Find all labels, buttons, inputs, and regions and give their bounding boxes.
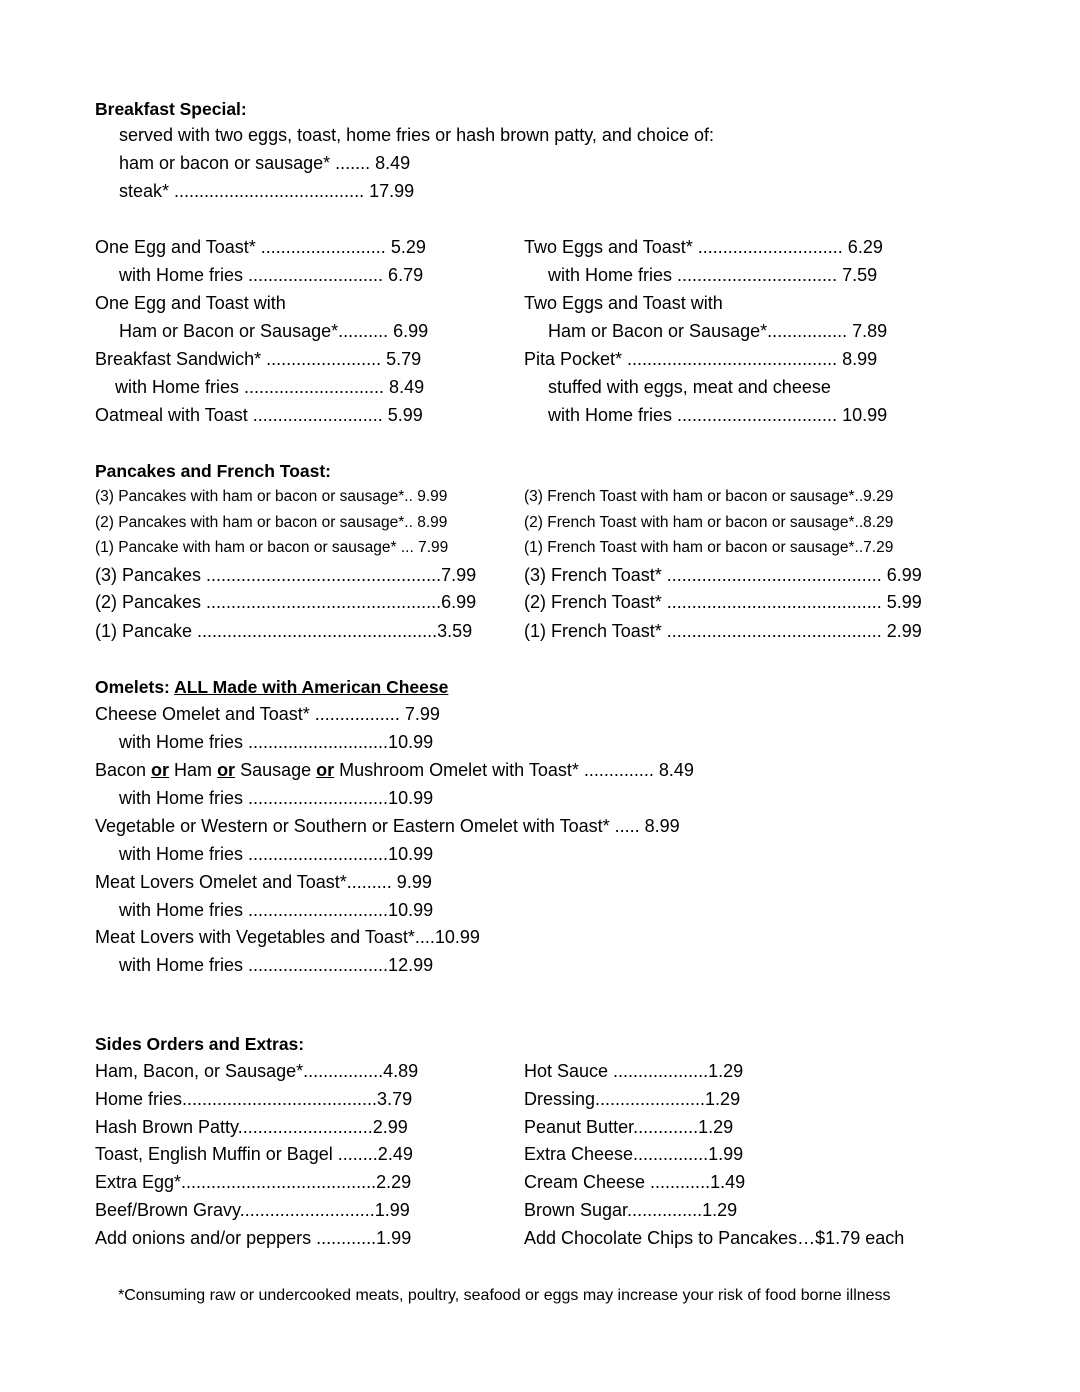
menu-item: Extra Egg*.......................................2.29: [95, 1172, 412, 1192]
menu-item: (3) Pancakes with ham or bacon or sausage*.. 9.99: [95, 488, 448, 505]
menu-item: Meat Lovers Omelet and Toast*......... 9.99: [95, 872, 432, 892]
menu-item: Cheese Omelet and Toast* ................. 7.99: [95, 704, 440, 724]
menu-item: Dressing......................1.29: [524, 1089, 741, 1109]
menu-item: Vegetable or Western or Southern or Eastern Omelet with Toast* ..... 8.99: [95, 816, 680, 836]
omelets-heading-note: ALL Made with American Cheese: [174, 677, 449, 697]
omelets-heading-label: Omelets:: [95, 677, 175, 697]
menu-item: with Home fries ................................ 10.99: [548, 405, 888, 425]
item-text: Sausage: [235, 760, 317, 780]
menu-item: Hot Sauce ...................1.29: [524, 1061, 744, 1081]
menu-item: (1) Pancake with ham or bacon or sausage* ... 7.99: [95, 539, 449, 556]
item-text: Mushroom Omelet with Toast* .............. 8.49: [334, 760, 694, 780]
menu-item: Oatmeal with Toast .......................... 5.99: [95, 405, 423, 425]
menu-item: with Home fries ............................12.99: [119, 955, 434, 975]
or-emphasis: or: [217, 760, 236, 780]
menu-item: Home fries.......................................3.79: [95, 1089, 413, 1109]
menu-item: with Home fries ............................10.99: [119, 900, 434, 920]
menu-item: Brown Sugar...............1.29: [524, 1200, 738, 1220]
menu-item: Pita Pocket* .......................................... 8.99: [524, 349, 878, 369]
menu-item: Add onions and/or peppers ............1.99: [95, 1228, 412, 1248]
menu-item: (1) Pancake ................................................3.59: [95, 621, 473, 641]
menu-item: One Egg and Toast with: [95, 293, 286, 313]
menu-item: Hash Brown Patty...........................2.99: [95, 1117, 408, 1137]
menu-item: Toast, English Muffin or Bagel ........2.49: [95, 1144, 413, 1164]
menu-item: Two Eggs and Toast with: [524, 293, 723, 313]
breakfast-special-item: ham or bacon or sausage* ....... 8.49: [119, 153, 411, 173]
menu-item: Add Chocolate Chips to Pancakes…$1.79 each: [524, 1228, 905, 1248]
menu-item: (2) Pancakes ...............................................6.99: [95, 592, 477, 612]
menu-item: with Home fries ................................ 7.59: [548, 265, 878, 285]
menu-item: Ham or Bacon or Sausage*.......... 6.99: [119, 321, 429, 341]
menu-item: stuffed with eggs, meat and cheese: [548, 377, 831, 397]
menu-item: [95, 758, 694, 782]
menu-item: Ham, Bacon, or Sausage*................4.89: [95, 1061, 419, 1081]
breakfast-special-item: steak* ...................................... 17.99: [119, 181, 415, 201]
menu-item: with Home fries ............................10.99: [119, 788, 434, 808]
menu-item: (1) French Toast with ham or bacon or sausage*..7.29: [524, 539, 894, 556]
menu-item: Extra Cheese...............1.99: [524, 1144, 744, 1164]
menu-item: (3) French Toast* ........................................... 6.99: [524, 565, 922, 585]
menu-item: Ham or Bacon or Sausage*................ 7.89: [548, 321, 888, 341]
breakfast-special-heading: Breakfast Special:: [95, 99, 247, 119]
menu-item: Meat Lovers with Vegetables and Toast*....10.99: [95, 927, 480, 947]
item-text: Bacon: [95, 760, 152, 780]
breakfast-special-description: served with two eggs, toast, home fries or hash brown patty, and choice of:: [119, 125, 714, 145]
menu-item: (3) French Toast with ham or bacon or sausage*..9.29: [524, 488, 894, 505]
menu-item: (1) French Toast* ........................................... 2.99: [524, 621, 922, 641]
menu-item: with Home fries ........................... 6.79: [119, 265, 424, 285]
or-emphasis: or: [316, 760, 335, 780]
menu-item: (3) Pancakes ...............................................7.99: [95, 565, 477, 585]
or-emphasis: or: [151, 760, 170, 780]
omelets-heading: [95, 675, 448, 699]
menu-item: Beef/Brown Gravy...........................1.99: [95, 1200, 410, 1220]
food-safety-footnote: *Consuming raw or undercooked meats, poultry, seafood or eggs may increase your risk of food borne illness: [118, 1287, 891, 1304]
menu-item: with Home fries ............................10.99: [119, 732, 434, 752]
menu-item: One Egg and Toast* ......................... 5.29: [95, 237, 426, 257]
menu-item: Breakfast Sandwich* ....................... 5.79: [95, 349, 422, 369]
menu-item: Two Eggs and Toast* ............................. 6.29: [524, 237, 883, 257]
menu-item: (2) French Toast* ........................................... 5.99: [524, 592, 922, 612]
menu-item: Cream Cheese ............1.49: [524, 1172, 746, 1192]
menu-item: (2) Pancakes with ham or bacon or sausage*.. 8.99: [95, 514, 448, 531]
menu-item: (2) French Toast with ham or bacon or sausage*..8.29: [524, 514, 894, 531]
sides-heading: Sides Orders and Extras:: [95, 1034, 305, 1054]
menu-item: with Home fries ............................ 8.49: [115, 377, 425, 397]
item-text: Ham: [169, 760, 218, 780]
menu-item: Peanut Butter.............1.29: [524, 1117, 734, 1137]
menu-item: with Home fries ............................10.99: [119, 844, 434, 864]
pancakes-heading: Pancakes and French Toast:: [95, 461, 332, 481]
